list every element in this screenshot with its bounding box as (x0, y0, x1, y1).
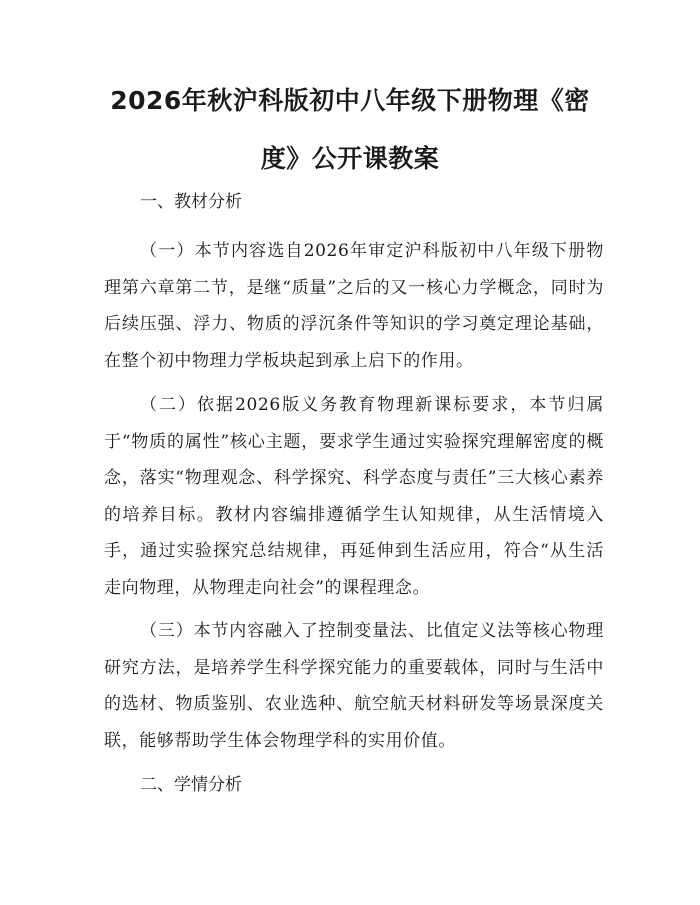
paragraph-textbook-1: （一）本节内容选自2026年审定沪科版初中八年级下册物理第六章第二节，是继“质量”之后的又一核心力学概念，同时为后续压强、浮力、物质的浮沉条件等知识的学习奠定理论基础，在整个初中物理力学板块起到承上启下的作用。 (104, 241, 604, 371)
paragraph-textbook-2: （二）依据2026版义务教育物理新课标要求，本节归属于“物质的属性”核心主题，要求学生通过实验探究理解密度的概念，落实“物理观念、科学探究、科学态度与责任”三大核心素养的培养目标。教材内容编排遵循学生认知规律，从生活情境入手，通过实验探究总结规律，再延伸到生活应用，符合“从生活走向物理，从物理走向社会”的课程理念。 (104, 395, 604, 598)
section-heading-learner-analysis: 二、学情分析 (140, 775, 242, 795)
section-heading-textbook-analysis: 一、教材分析 (140, 192, 242, 212)
document-title: 2026年秋沪科版初中八年级下册物理《密度》公开课教案 (110, 86, 590, 173)
paragraph-textbook-3: （三）本节内容融入了控制变量法、比值定义法等核心物理研究方法，是培养学生科学探究能力的重要载体，同时与生活中的选材、物质鉴别、农业选种、航空航天材料研发等场景深度关联，能够帮助学生体会物理学科的实用价值。 (104, 621, 604, 751)
